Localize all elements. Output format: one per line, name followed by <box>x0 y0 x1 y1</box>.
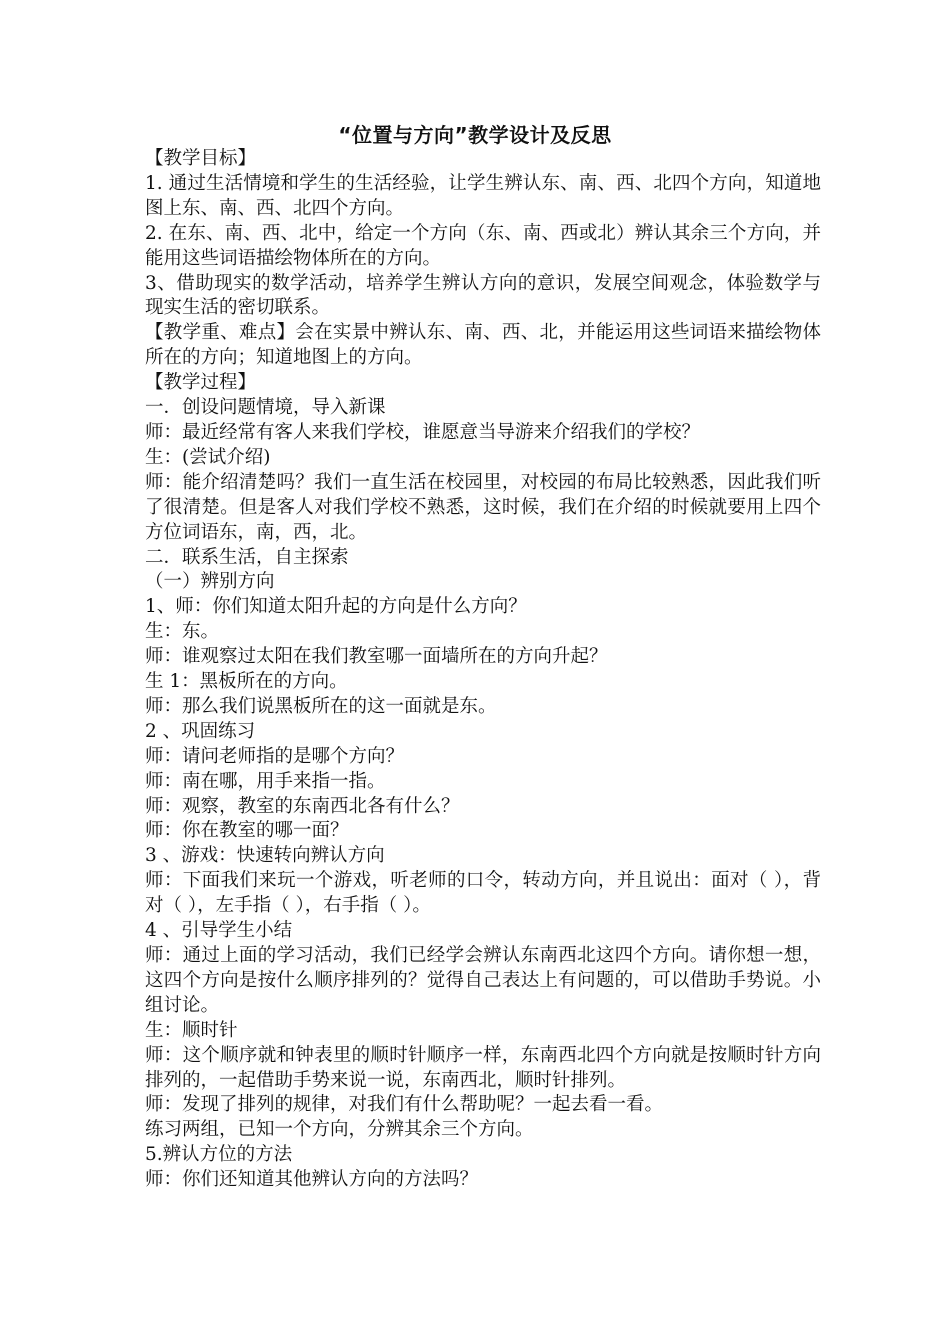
dialogue-line: 师：发现了排列的规律，对我们有什么帮助呢？一起去看一看。 <box>145 1094 664 1116</box>
dialogue-line: 师：谁观察过太阳在我们教室哪一面墙所在的方向升起？ <box>145 646 608 668</box>
dialogue-line: 师：这个顺序就和钟表里的顺时针顺序一样，东南西北四个方向就是按顺时针方向排列的，一起借助手势来说一说，东南西北，顺时针排列。 <box>145 1044 821 1091</box>
dialogue-line: 生 1：黑板所在的方向。 <box>145 671 348 693</box>
dialogue-line: 师：你在教室的哪一面？ <box>145 820 349 842</box>
dialogue-line: 师：能介绍清楚吗？我们一直生活在校园里，对校园的布局比较熟悉，因此我们听了很清楚。但是客人对我们学校不熟悉，这时候，我们在介绍的时候就要用上四个方位词语东，南，西，北。 <box>145 471 821 543</box>
subsection-heading: 3 、游戏：快速转向辨认方向 <box>145 845 385 867</box>
objective-2: 2. 在东、南、西、北中，给定一个方向（东、南、西或北）辨认其余三个方向，并能用这些词语描绘物体所在的方向。 <box>145 222 821 269</box>
key-difficult-points: 【教学重、难点】会在实景中辨认东、南、西、北，并能运用这些词语来描绘物体所在的方向；知道地图上的方向。 <box>145 322 821 369</box>
dialogue-line: 生：顺时针 <box>145 1019 238 1041</box>
subsection-heading: 4 、引导学生小结 <box>145 920 293 942</box>
step-2-heading: 二．联系生活，自主探索 <box>145 546 349 568</box>
dialogue-line: 师：观察，教室的东南西北各有什么？ <box>145 795 460 817</box>
objective-3: 3、借助现实的数学活动，培养学生辨认方向的意识，发展空间观念，体验数学与现实生活的密切联系。 <box>145 272 821 319</box>
subsection-heading: （一）辨别方向 <box>145 571 275 593</box>
document-title: “位置与方向”教学设计及反思 <box>338 123 612 147</box>
document-body <box>145 147 821 1193</box>
dialogue-line: 师：最近经常有客人来我们学校，谁愿意当导游来介绍我们的学校？ <box>145 421 701 443</box>
dialogue-line: 师：请问老师指的是哪个方向？ <box>145 745 405 767</box>
subsection-heading: 5.辨认方位的方法 <box>145 1144 293 1166</box>
section-heading-process: 【教学过程】 <box>145 372 257 394</box>
subsection-heading: 2 、巩固练习 <box>145 720 256 742</box>
dialogue-line: 生：东。 <box>145 621 220 643</box>
dialogue-line: 练习两组，已知一个方向，分辨其余三个方向。 <box>145 1119 534 1141</box>
dialogue-line: 师：下面我们来玩一个游戏，听老师的口令，转动方向，并且说出：面对（ ），背对（ ），左手指（ ），右手指（ ）。 <box>145 870 821 917</box>
dialogue-line: 师：通过上面的学习活动，我们已经学会辨认东南西北这四个方向。请你想一想，这四个方向是按什么顺序排列的？觉得自己表达上有问题的，可以借助手势说。小组讨论。 <box>145 945 821 1016</box>
dialogue-line: 生：(尝试介绍) <box>145 446 271 468</box>
objective-1: 1. 通过生活情境和学生的生活经验，让学生辨认东、南、西、北四个方向，知道地图上东、南、西、北四个方向。 <box>145 172 821 219</box>
dialogue-line: 师：南在哪，用手来指一指。 <box>145 770 386 792</box>
dialogue-line: 1、师：你们知道太阳升起的方向是什么方向？ <box>145 596 527 618</box>
dialogue-line: 师：你们还知道其他辨认方向的方法吗？ <box>145 1169 479 1191</box>
dialogue-line: 师：那么我们说黑板所在的这一面就是东。 <box>145 695 497 717</box>
step-1-heading: 一．创设问题情境，导入新课 <box>145 397 386 419</box>
section-heading-objectives: 【教学目标】 <box>145 148 257 169</box>
